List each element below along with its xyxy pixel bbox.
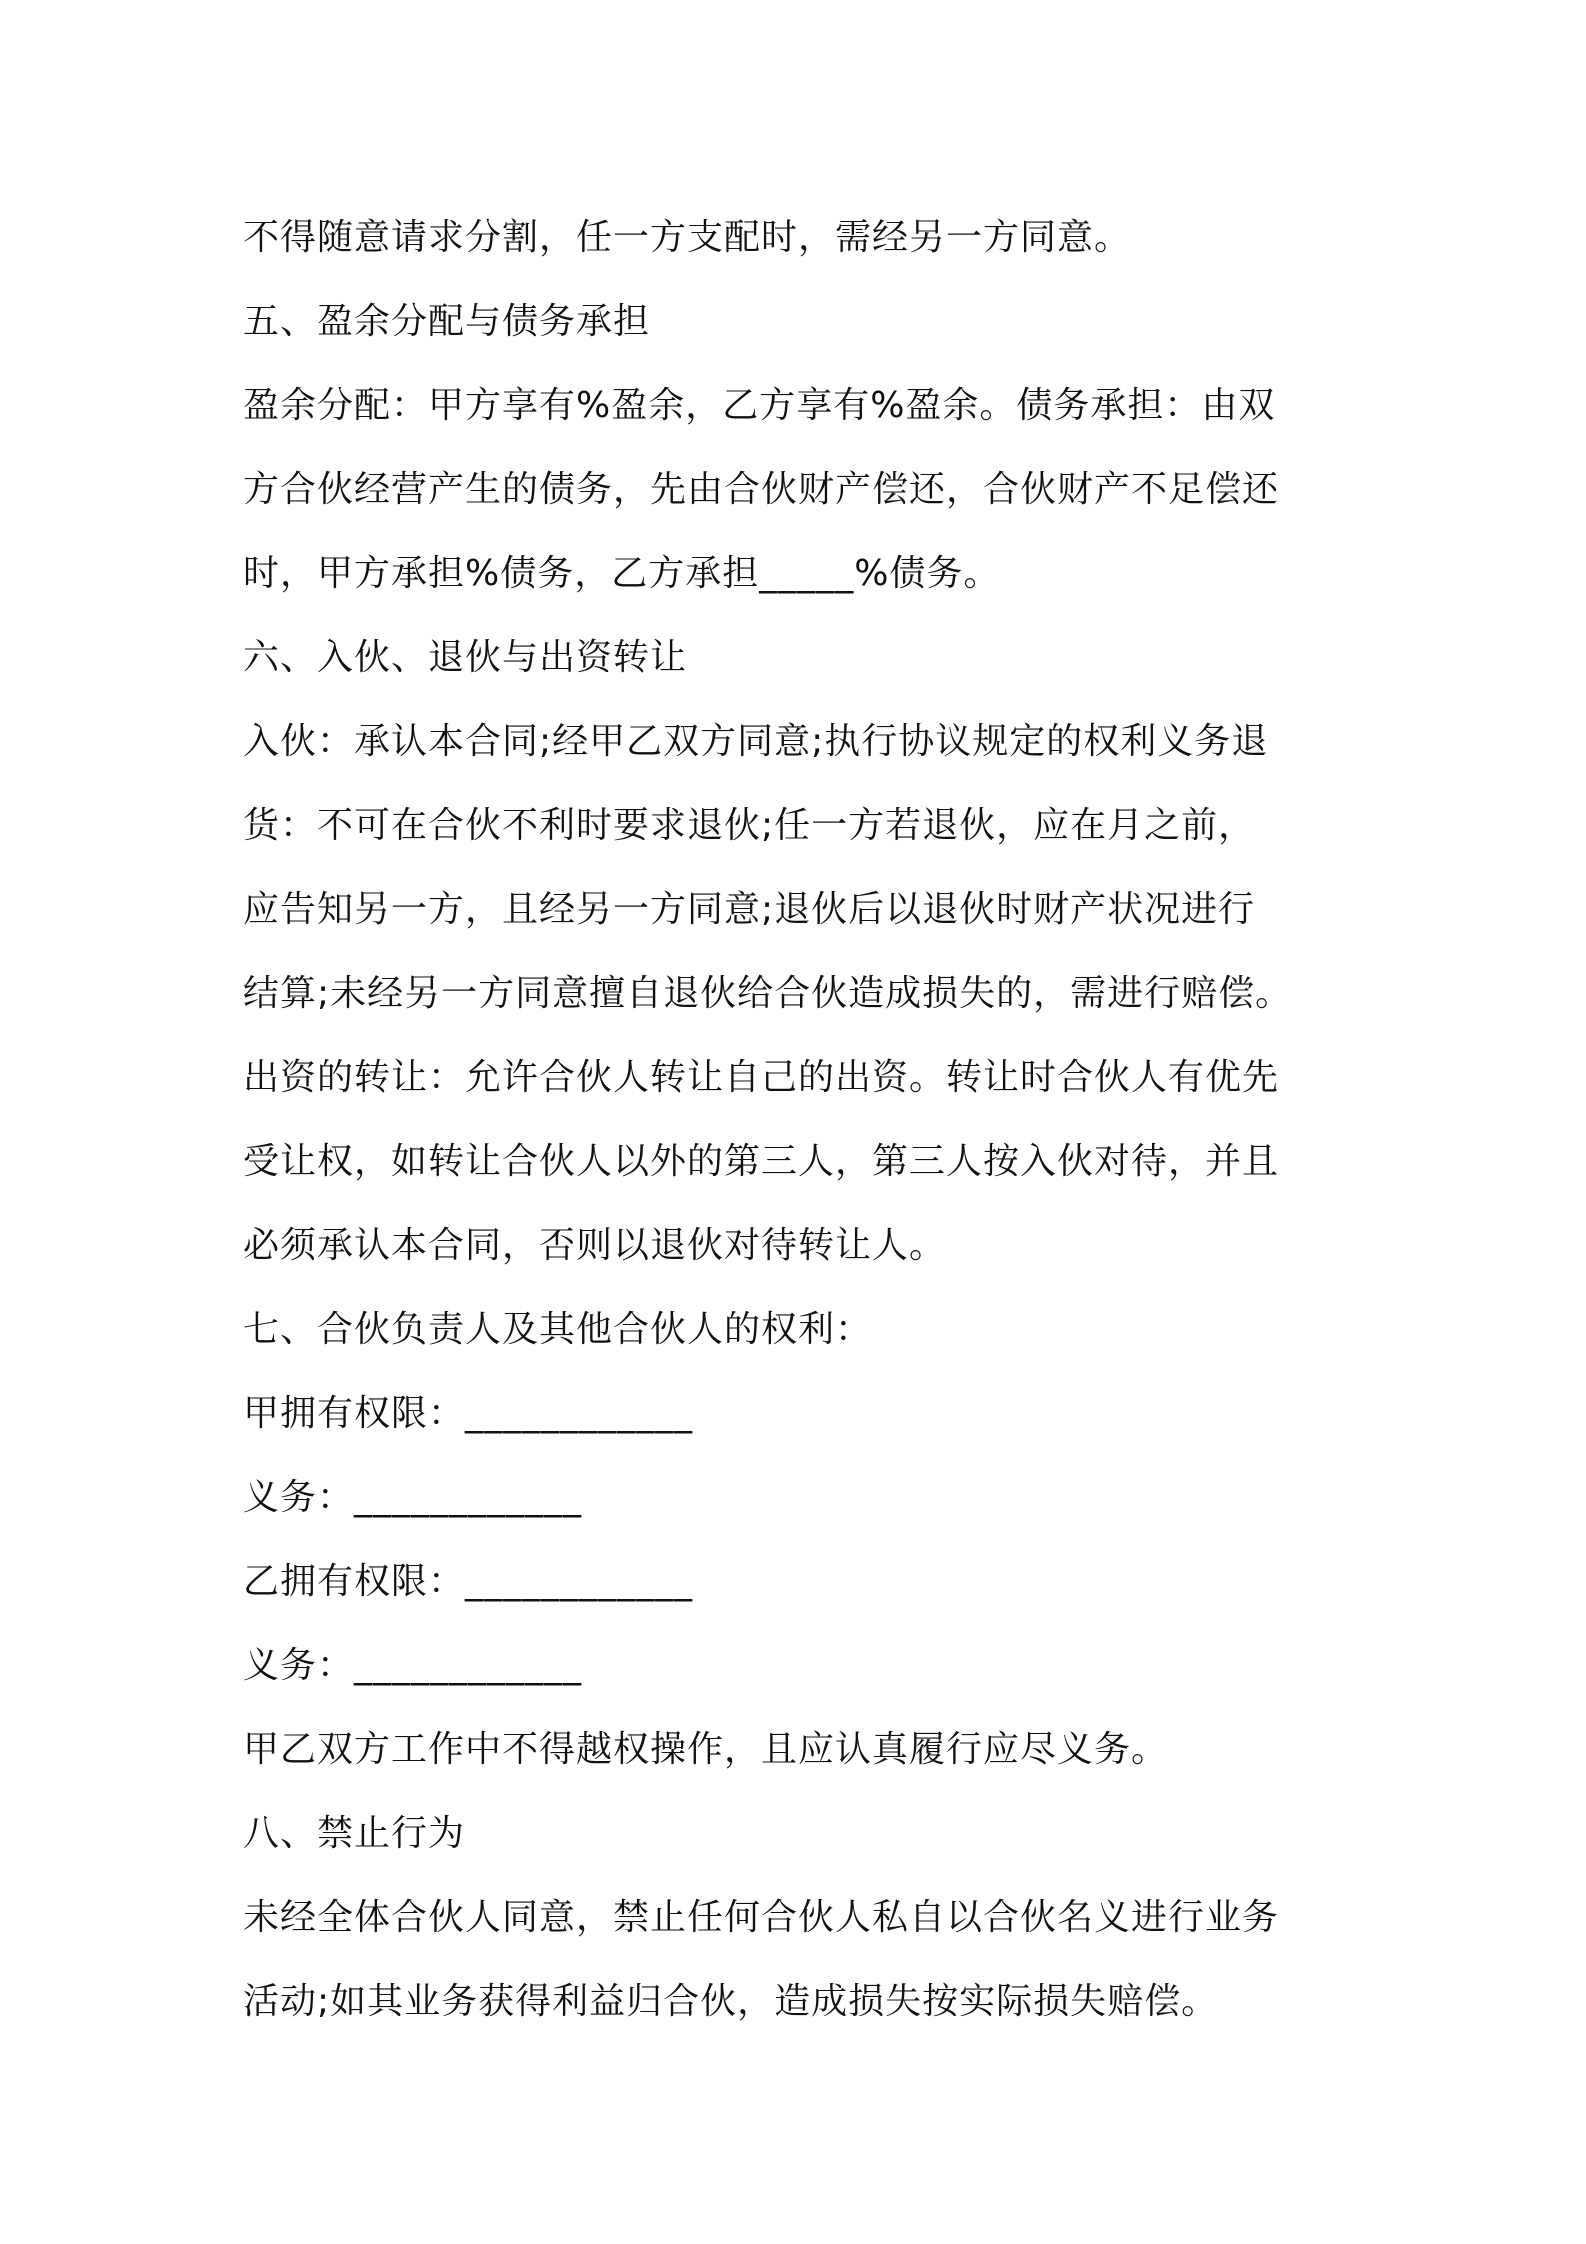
section-heading-6: 六、入伙、退伙与出资转让: [243, 637, 688, 678]
document-body: [243, 196, 1363, 2044]
paragraph-line: 不得随意请求分割，任一方支配时，需经另一方同意。: [243, 217, 1132, 258]
paragraph-line: 时，甲方承担%债务，乙方承担_____%债务。: [243, 553, 1001, 594]
paragraph-line: 未经全体合伙人同意，禁止任何合伙人私自以合伙名义进行业务: [243, 1897, 1280, 1938]
paragraph-line: 甲乙双方工作中不得越权操作，且应认真履行应尽义务。: [243, 1729, 1169, 1770]
paragraph-line: 出资的转让：允许合伙人转让自己的出资。转让时合伙人有优先: [243, 1057, 1280, 1098]
paragraph-line: 盈余分配：甲方享有%盈余，乙方享有%盈余。债务承担：由双: [243, 385, 1276, 426]
blank-field-line: 义务：____________: [243, 1477, 583, 1518]
paragraph-line: 受让权，如转让合伙人以外的第三人，第三人按入伙对待，并且: [243, 1141, 1280, 1182]
blank-field-line: 义务：____________: [243, 1645, 583, 1686]
blank-field-line: 乙拥有权限：____________: [243, 1561, 694, 1602]
section-heading-5: 五、盈余分配与债务承担: [243, 301, 651, 342]
paragraph-line: 货：不可在合伙不利时要求退伙;任一方若退伙，应在月之前，: [243, 805, 1256, 846]
blank-field-line: 甲拥有权限：____________: [243, 1393, 694, 1434]
paragraph-line: 结算;未经另一方同意擅自退伙给合伙造成损失的，需进行赔偿。: [243, 973, 1293, 1014]
section-heading-7: 七、合伙负责人及其他合伙人的权利：: [243, 1309, 873, 1350]
paragraph-line: 入伙：承认本合同;经甲乙双方同意;执行协议规定的权利义务退: [243, 721, 1269, 762]
paragraph-line: 方合伙经营产生的债务，先由合伙财产偿还，合伙财产不足偿还: [243, 469, 1280, 510]
section-heading-8: 八、禁止行为: [243, 1813, 466, 1854]
paragraph-line: 必须承认本合同，否则以退伙对待转让人。: [243, 1225, 947, 1266]
paragraph-line: 活动;如其业务获得利益归合伙，造成损失按实际损失赔偿。: [243, 1981, 1219, 2022]
paragraph-line: 应告知另一方，且经另一方同意;退伙后以退伙时财产状况进行: [243, 889, 1256, 930]
